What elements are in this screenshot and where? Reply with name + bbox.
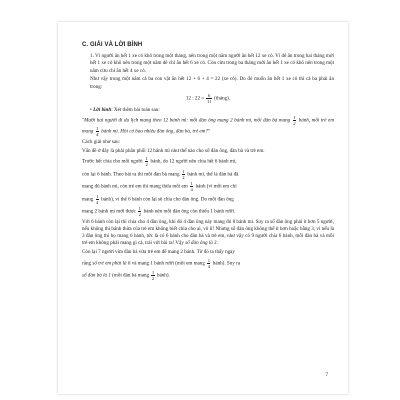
equation-right: (tháng).	[214, 95, 231, 102]
solution-step-3: còn lại 6 bánh. Theo bài ra thì mỗi đàn bà mang $\frac{1}{2}$ bánh mì, thế là đàn bà đã	[82, 168, 239, 180]
fraction: $\frac{1}{4}$	[96, 126, 99, 138]
section-title: C. GIẢI VÀ LỜI BÌNH	[82, 42, 143, 48]
fraction: $\frac{1}{2}$	[293, 115, 296, 127]
answer-women: số đàn bà là 1	[82, 273, 111, 280]
solution-1-text-b: Như vậy trong một năm cả ba con vật ăn hết 12 + 6 + 4 = 22 (xe cỏ). Do đó muốn ăn hết 1 xe cỏ thì cả ba phải ăn trong:	[90, 76, 334, 90]
solution-step-1: Vấn đề ở đây là phải phân phối 12 bánh mì như thế nào cho số đàn ông, đàn bà và trẻ em.	[82, 147, 265, 154]
fraction: $\frac{1}{4}$	[207, 257, 210, 269]
remark-label: Lời bình	[93, 106, 112, 113]
remark-intro-text: : Xét thêm bài toán sau:	[111, 106, 160, 113]
item-number: 1.	[90, 53, 94, 60]
fraction: $\frac{1}{2}$	[151, 270, 155, 282]
answer-children: số trẻ em phải là 6	[92, 260, 131, 267]
fraction: $\frac{1}{2}$	[138, 206, 141, 218]
solution-step-6: mang 2 bánh mì mới được $\frac{1}{2}$ bánh nên mỗi đàn ông còn thiếu 1 bánh rưỡi.	[82, 206, 236, 218]
problem-quote: "Mười hai người đi du lịch mang theo 12 bánh mì: mỗi đàn ông mang 2 bánh mì, mỗi đàn bà mang $\frac{1}{2}$ bánh, mỗi trẻ em mang $\frac{1}{4}$ bánh mì. Hỏi có bao nhiêu đàn ông, đàn bà, trẻ em?"	[82, 115, 335, 138]
solution-1-text-a: Vì người ăn hết 1 xe cỏ khô trong một tháng, nên trong một năm người ăn hết 12 xe cỏ. Vì dê ăn trong hai tháng mới hết 1 xe cỏ khô nên trong một năm dê chỉ ăn hết 6 xe cỏ. Còn cừu trong ba tháng mới ăn hết 1 xe cỏ khô nên trong một năm cừu chỉ ăn hết 4 xe cỏ.	[90, 53, 335, 74]
solution-1-equation	[82, 93, 334, 104]
solution-step-5: mang $\frac{1}{4}$ bánh), vì thế 6 bánh còn lại sẽ chia cho đàn ông. Do mỗi đàn ông	[82, 193, 234, 205]
solution-step-7: Với 6 bánh còn lại thì chia cho 4 đàn ông, khi đó 4 đàn ông này mang đủ 8 bánh mì. Suy ra số đàn ông phải ít hơn 5 người, nếu không thì bánh thừa của trẻ em không biết chia cho ai, vô lí! Nhưng số đàn ông không thể ít hơn hoặc bằng 3, vì nếu là 3 đàn ông thì họ mang 6 bánh, tức là có 6 bánh cho đàn bà và trẻ em, như vậy có 9 người chia 6 bánh, mỗi đàn bà và mỗi trẻ em không phải mang gì cả, trái với bài ra! Vậy số đàn ông là 3.	[82, 218, 334, 247]
solution-1-paragraph	[82, 53, 334, 75]
remark-intro: • Lời bình: Xét thêm bài toán sau:	[90, 106, 160, 113]
solution-step-4: mang đủ bánh mì, còn trẻ em thì mang thừa mỗi em $\frac{1}{4}$ bánh (vì mỗi em chỉ	[82, 181, 237, 193]
solution-step-9: rằng số trẻ em phải là 6 và mang 1 bánh rưỡi (mỗi em mang $\frac{1}{4}$ bánh). Suy ra	[82, 257, 241, 269]
answer-men: số đàn ông là 3	[185, 240, 217, 247]
method-label: Cách giải như sau:	[82, 138, 120, 145]
page-number: 7	[325, 373, 328, 378]
fraction: $\frac{1}{2}$	[145, 156, 148, 168]
fraction: $\frac{1}{2}$	[182, 168, 185, 180]
book-page	[58, 22, 348, 394]
solution-step-2: Trước hết chia cho mỗi người $\frac{1}{2}$ bánh, do 12 người nên chia hết 6 bánh mì,	[82, 156, 237, 168]
fraction: $\frac{6}{11}$	[206, 92, 212, 104]
solution-step-10: số đàn bà là 1 (mỗi đàn bà mang $\frac{1}{2}$ bánh).	[82, 270, 170, 282]
equation-left: 12 : 22 =	[185, 95, 205, 102]
solution-step-8: Còn lại 7 người vừa đàn bà vừa trẻ em để mang 2 bánh. Từ đó ta thấy ngay	[82, 249, 235, 256]
fraction: $\frac{1}{4}$	[96, 193, 99, 205]
fraction: $\frac{1}{4}$	[190, 181, 193, 193]
page-content	[82, 42, 334, 283]
